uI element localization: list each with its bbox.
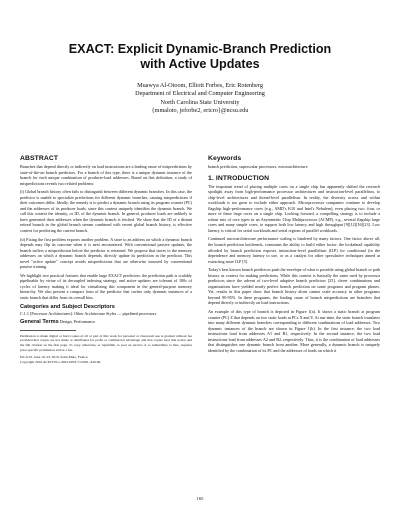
copyright-line: Copyright 2010 ACM 978-1-4503-0053-7/10/06...$10.00. — [20, 360, 102, 365]
author-department: Department of Electrical and Computer Engineering — [135, 90, 265, 98]
general-terms — [20, 319, 192, 326]
introduction-heading: 1. INTRODUCTION — [208, 174, 270, 182]
categories-text: C.1.1 [Processor Architectures]: Other Architecture Styles — pipelined processors — [20, 310, 157, 316]
left-column — [20, 155, 192, 368]
page-number: 165 — [196, 496, 204, 501]
intro-paragraph: Continued microarchitecture performance scaling is hindered by many factors. One factor above all, the branch prediction bottleneck, constrains the ability to build either factor: the lookahead capability afforded by branch prediction exposes instruction-level parallelism (ILP) for conditional (in the dependence and memory latency to use, or as a catalyst for other speculative techniques aimed at extracting more ILP [5]. — [208, 236, 380, 264]
copyright-notice: Permission to make digital or hard copies of all or part of this work for personal or classroom use is granted without fee provided that copies are not made or distributed for profit or commercial advantage and that copies bear this notice and the full citation on the first page. To copy otherwise, or republish, to post on servers or to redistribute to lists, requires prior specific permission and/or a fee. — [20, 333, 192, 352]
abstract-paragraph: Branches that depend directly or indirectly on load instructions are a leading cause of mispredictions by state-of-the-art branch predictors. For a branch of this type, there is a unique dynamic instance of the branch for each unique combination of producer-load addresses. Based on this definition, a study of mispredictions reveals two related problems: — [20, 164, 192, 186]
footnote-divider — [20, 330, 76, 331]
author-names: Muawya Al-Otoom, Elliott Forbes, Eric Rotenberg — [137, 82, 263, 89]
intro-paragraph: The important trend of placing multiple cores on a single chip has apparently shifted the research spotlight away from high-performance processor architectures and instruction-level parallelism, to chip-level architectures and thread-level parallelism. In reality, the diversity across and within workloads is too great to exclude either approach. Microprocessor companies continue to develop flagship high-performance cores (e.g., AMD's K10 and Intel's Nehalem), even placing two, four, or more of these large cores on a single chip. Looking forward, a compelling strategy is to include a robust mix of core types in an Asymmetric Chip Multiprocessor (ACMP), e.g., several flagship large cores and many simple cores, to support both low latency and high throughput [9][12][16][23]. Low latency is critical for serial workloads and serial regions of parallel workloads. — [208, 183, 380, 233]
general-terms-text: Design, Performance. — [59, 319, 96, 325]
author-university: North Carolina State University — [160, 98, 240, 106]
conference-info: ISCA'10, June 19–23, 2010, Saint-Malo, France. — [20, 355, 89, 360]
intro-paragraph: Today's best known branch predictors push the envelope of what is possible using global branch or path history as context for making predictions. While this context is basically the same used by processor predictors since the advent of two-level adaptive branch predictors [25], clever combinations and organizations have yielded nearly perfect branch prediction on some programs and program phases. Yet, results in this paper show that branch history alone cannot scale accuracy in other programs beyond 90-95%. In these programs, the leading cause of branch mispredictions are branches that depend directly or indirectly on load instructions. — [208, 267, 380, 306]
paper-title — [20, 42, 380, 72]
abstract-paragraph: (ii) Fixing the first problem exposes another problem. A store to an address on which a dynamic branch depends may flip its outcome when it is next encountered. With conventional passive updates, the branch suffers a misprediction before the predictor is retrained. We propose that stores to the memory addresses on which a dynamic branch depends, directly update its prediction in the predictor. This novel "active update" concept avoids mispredictions that are otherwise incurred by conventional passive training. — [20, 236, 192, 270]
intro-paragraph: An example of this type of branch is depicted in Figure 1(a). It shows a static branch at program counter (PC) Z that depends on two static loads at PCs X and Y. At run-time, the static branch translates into many different dynamic branches corresponding to different combinations of load addresses. Two dynamic instances of the branch are shown in Figure 1(b). In the first instance, the two load instructions load from addresses A1 and B1, respectively. In the second instance, the two load instructions load from addresses A2 and B2, respectively. Thus, it is the combination of load addresses that distinguishes one dynamic branch from another. More generally, a dynamic branch is uniquely identified by the combination of its PC and the addresses of loads on which it — [208, 309, 380, 353]
general-terms-label: General Terms — [20, 319, 59, 326]
categories-heading: Categories and Subject Descriptors — [20, 303, 115, 310]
author-block — [20, 82, 380, 116]
keywords-text: branch prediction, superscalar processors, microarchitecture — [208, 164, 308, 169]
abstract-heading: ABSTRACT — [20, 155, 59, 162]
author-emails: {mmaloto, jeforbe2, ericro}@ncsu.edu — [151, 107, 249, 115]
title-line-1: EXACT: Explicit Dynamic-Branch Prediction — [68, 42, 332, 56]
title-line-2: with Active Updates — [140, 57, 260, 71]
abstract-paragraph: We highlight two practical features that enable large EXACT predictors: the prediction path is scalably pipelinable by virtue of its decoupled indexing strategy, and active updates are tolerant of 100s of cycles of latency making it ideal for virtualizing this component in the general-purpose memory hierarchy. We also present a compact form of the predictor that caches only dynamic instances of a static branch that differ from its overall bias. — [20, 272, 192, 301]
abstract-paragraph: (i) Global branch history often fails to distinguish between different dynamic branches. In this case, the predictor is unable to specialize predictions for different dynamic branches, causing mispredictions if their outcomes differ. Ideally, the remedy is to predict a dynamic branch using its program counter (PC) and the addresses of its producer loads, since this context uniquely identifies the dynamic branch. We call this context the identity, or ID, of the dynamic branch. In general, producer loads are unlikely to have generated their addresses when the dynamic branch is fetched. We show that the ID of a distant retired branch in the global branch stream combined with recent global branch history, is effective context for predicting the current branch. — [20, 189, 192, 234]
keywords-heading: Keywords — [208, 155, 242, 162]
right-column — [208, 155, 380, 356]
